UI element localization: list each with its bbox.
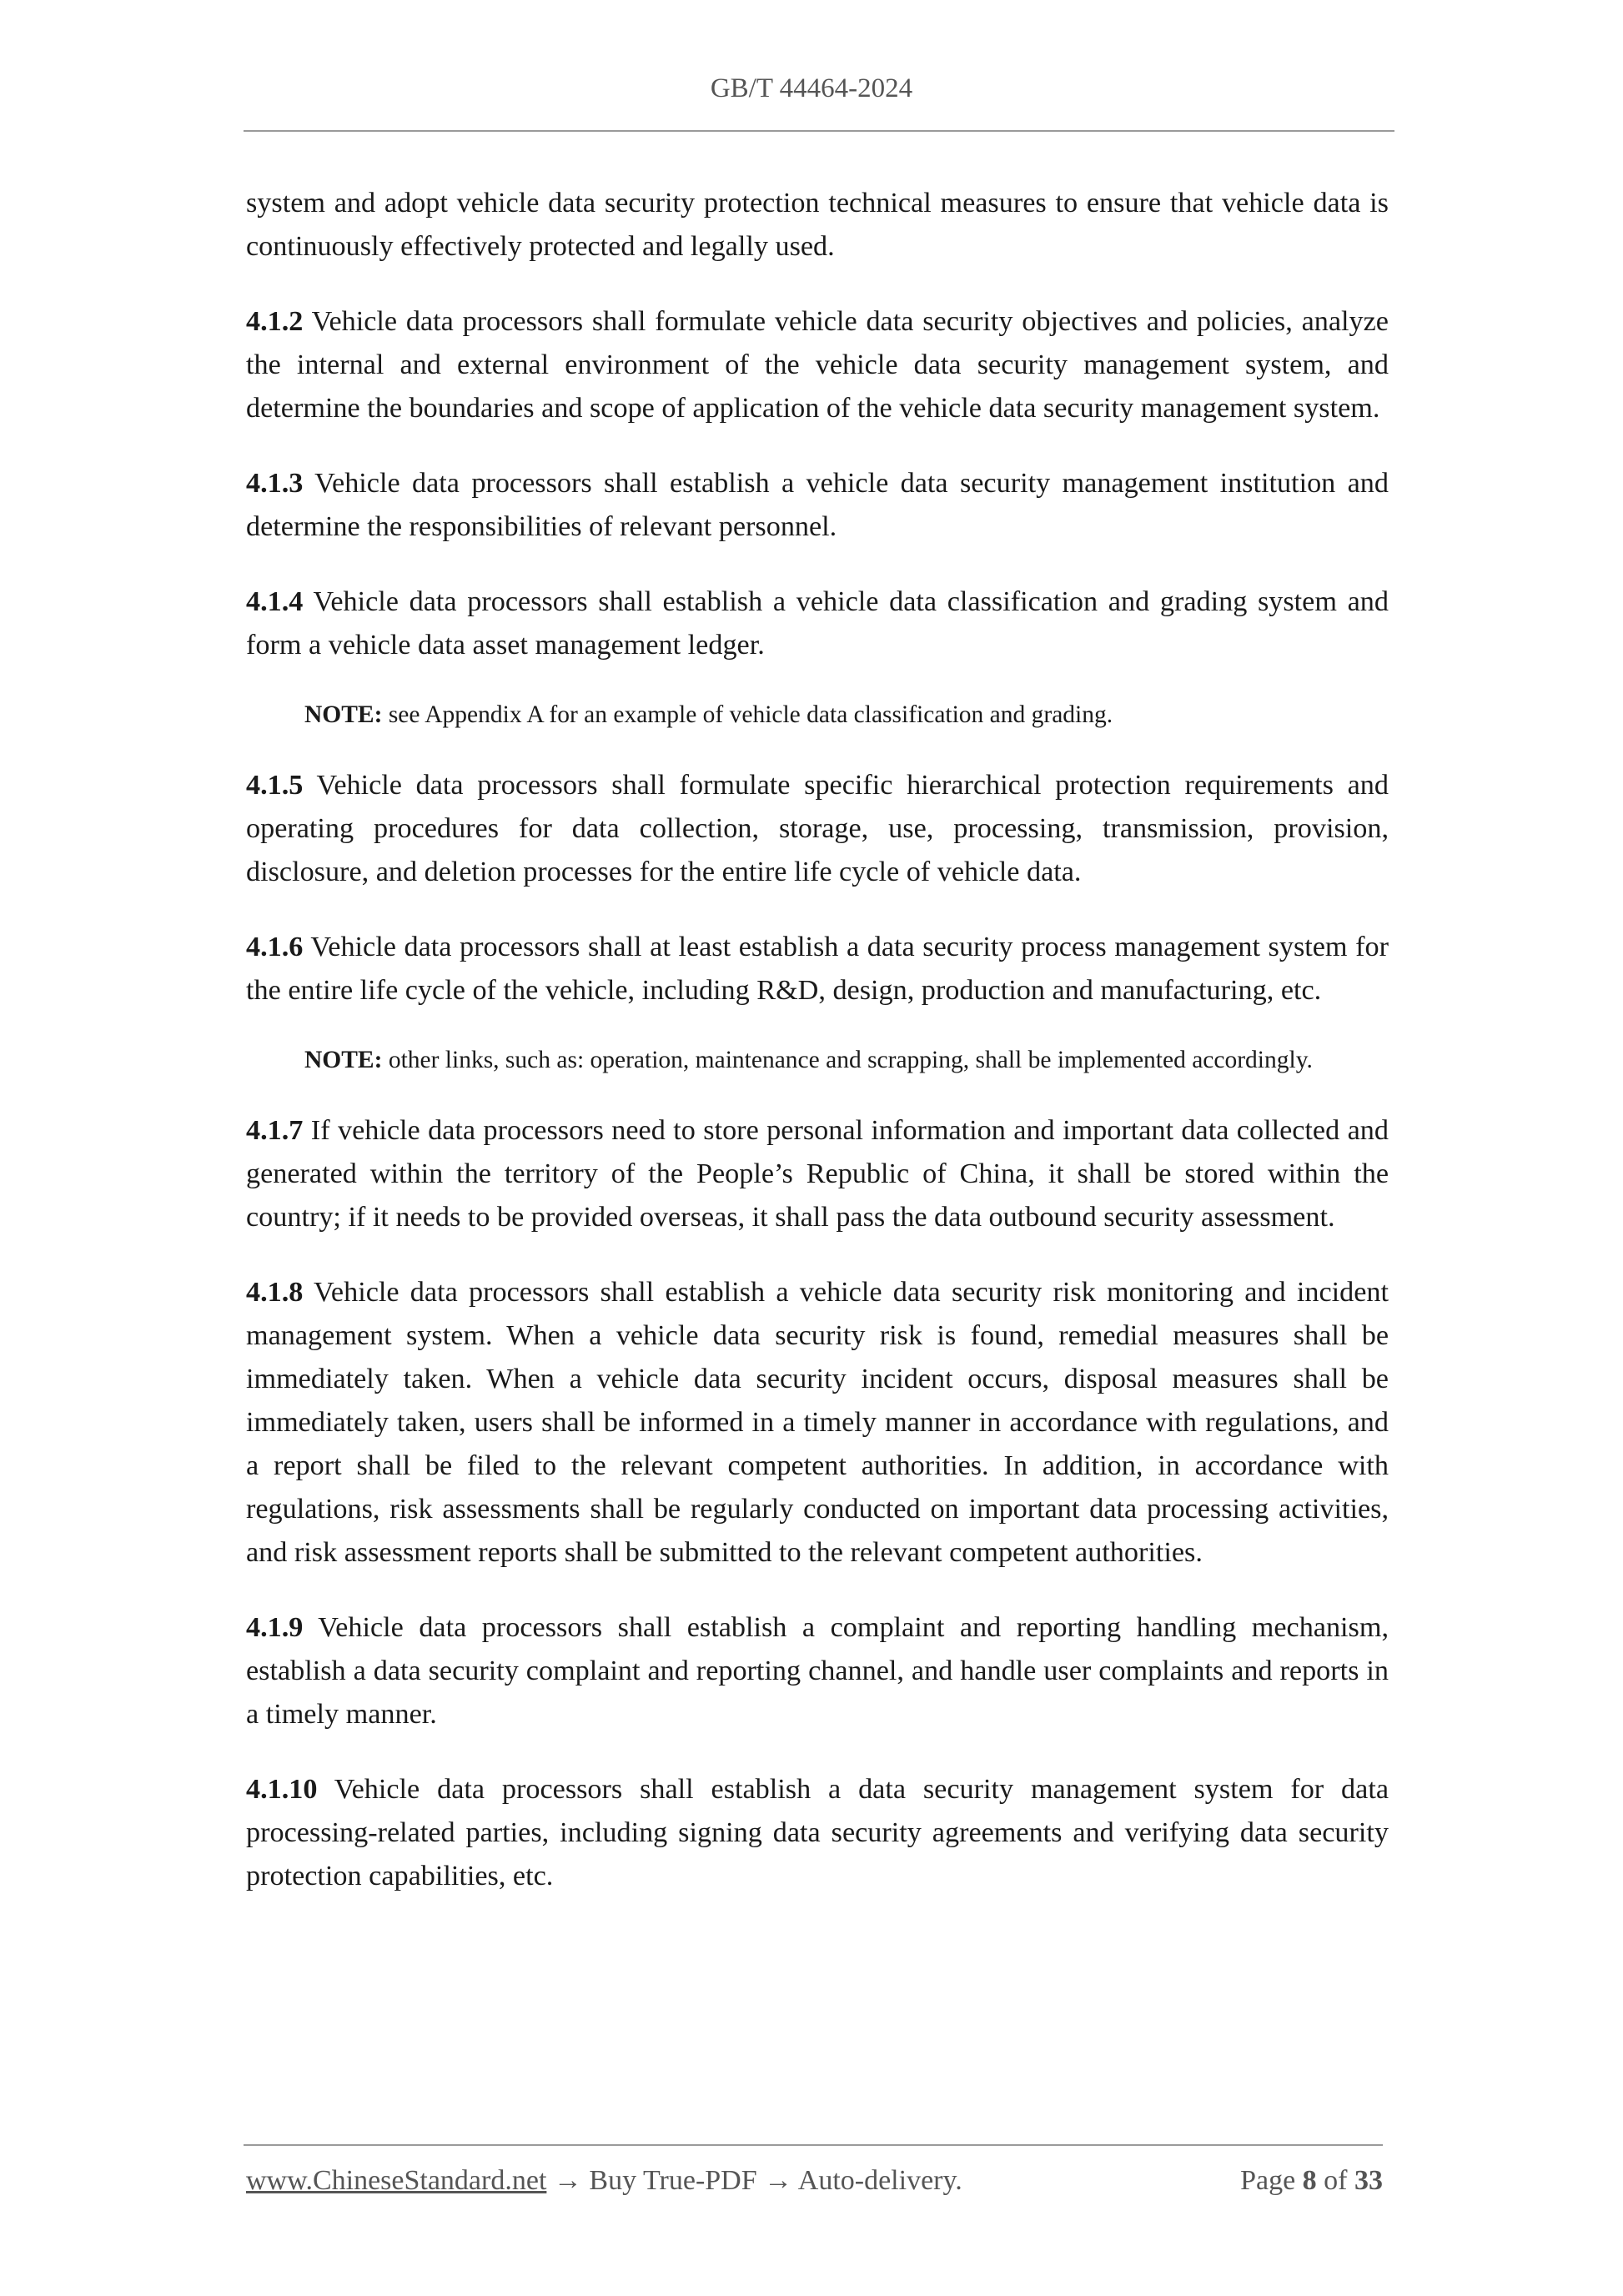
clause-text: Vehicle data processors shall formulate vehicle data security objectives and policies, analyze the internal and external environment of the vehicle data security management system, and determine the boundaries and scope of application of the vehicle data security management system. [246, 306, 1389, 424]
clause-text: Vehicle data processors shall establish a data security management system for data processing-related parties, including signing data security agreements and verifying data security protection capabilities, etc. [246, 1774, 1389, 1892]
clause-number: 4.1.9 [246, 1612, 304, 1643]
footer-left [246, 2165, 962, 2197]
intro-paragraph: system and adopt vehicle data security protection technical measures to ensure that vehicle data is continuously effectively protected and legally used. [246, 188, 1389, 262]
note-label: NOTE: [304, 1047, 383, 1073]
clause-text: Vehicle data processors shall formulate specific hierarchical protection requirements and operating procedures for data collection, storage, use, processing, transmission, provision, disclosure, and deletion processes for the entire life cycle of vehicle data. [246, 770, 1389, 887]
clause-number: 4.1.10 [246, 1774, 318, 1805]
clause-text: Vehicle data processors shall establish a complaint and reporting handling mechanism, establish a data security complaint and reporting channel, and handle user complaints and reports in a timely manner. [246, 1612, 1389, 1730]
clause-number: 4.1.5 [246, 770, 304, 801]
clause-text: Vehicle data processors shall establish a vehicle data classification and grading system and form a vehicle data asset management ledger. [246, 586, 1389, 661]
header-divider [244, 130, 1394, 132]
clause-4-1-5 [246, 764, 1389, 894]
clause-number: 4.1.3 [246, 468, 304, 499]
clause-4-1-6 [246, 926, 1389, 1012]
of-label: of [1316, 2165, 1354, 2196]
clause-4-1-10 [246, 1768, 1389, 1898]
clause-text: Vehicle data processors shall establish a vehicle data security risk monitoring and incident management system. When a vehicle data security risk is found, remedial measures shall be immediately taken. When a vehicle data security incident occurs, disposal measures shall be immediately taken, users shall be informed in a timely manner in accordance with regulations, and a report shall be filed to the relevant competent authorities. In addition, in accordance with regulations, risk assessments shall be regularly conducted on important data processing activities, and risk assessment reports shall be submitted to the relevant competent authorities. [246, 1277, 1389, 1568]
note-text: see Appendix A for an example of vehicle data classification and grading. [382, 701, 1113, 728]
footer-divider [244, 2144, 1383, 2146]
note-other-links [304, 1039, 1389, 1081]
clause-number: 4.1.7 [246, 1115, 304, 1146]
website-link[interactable]: www.ChineseStandard.net [246, 2165, 547, 2196]
clause-number: 4.1.6 [246, 932, 304, 962]
total-pages: 33 [1354, 2165, 1383, 2196]
clause-4-1-8 [246, 1271, 1389, 1575]
clause-text: Vehicle data processors shall at least establish a data security process management system for the entire life cycle of the vehicle, including R&D, design, production and manufacturing, etc. [246, 932, 1389, 1006]
clause-number: 4.1.2 [246, 306, 304, 337]
page-header: GB/T 44464-2024 [710, 73, 913, 103]
page-label: Page [1240, 2165, 1303, 2196]
clause-text: If vehicle data processors need to store personal information and important data collected and generated within the territory of the People’s Republic of China, it shall be stored within the country; if it needs to be provided overseas, it shall pass the data outbound security assessment. [246, 1115, 1389, 1233]
page-body [246, 182, 1389, 1930]
footer-tagline: → Buy True-PDF → Auto-delivery. [546, 2165, 962, 2196]
clause-number: 4.1.8 [246, 1277, 304, 1308]
clause-4-1-7 [246, 1109, 1389, 1239]
clause-number: 4.1.4 [246, 586, 304, 617]
page-footer [246, 2165, 1383, 2197]
clause-text: Vehicle data processors shall establish a vehicle data security management institution and determine the responsibilities of relevant personnel. [246, 468, 1389, 542]
clause-4-1-3 [246, 462, 1389, 549]
note-label: NOTE: [304, 701, 383, 728]
clause-4-1-4 [246, 580, 1389, 667]
note-text: other links, such as: operation, maintenance and scrapping, shall be implemented accordingly. [382, 1047, 1313, 1073]
page-number-info [1240, 2165, 1383, 2197]
current-page: 8 [1302, 2165, 1317, 2196]
clause-4-1-2 [246, 300, 1389, 430]
note-appendix-a [304, 694, 1389, 736]
clause-4-1-9 [246, 1606, 1389, 1736]
